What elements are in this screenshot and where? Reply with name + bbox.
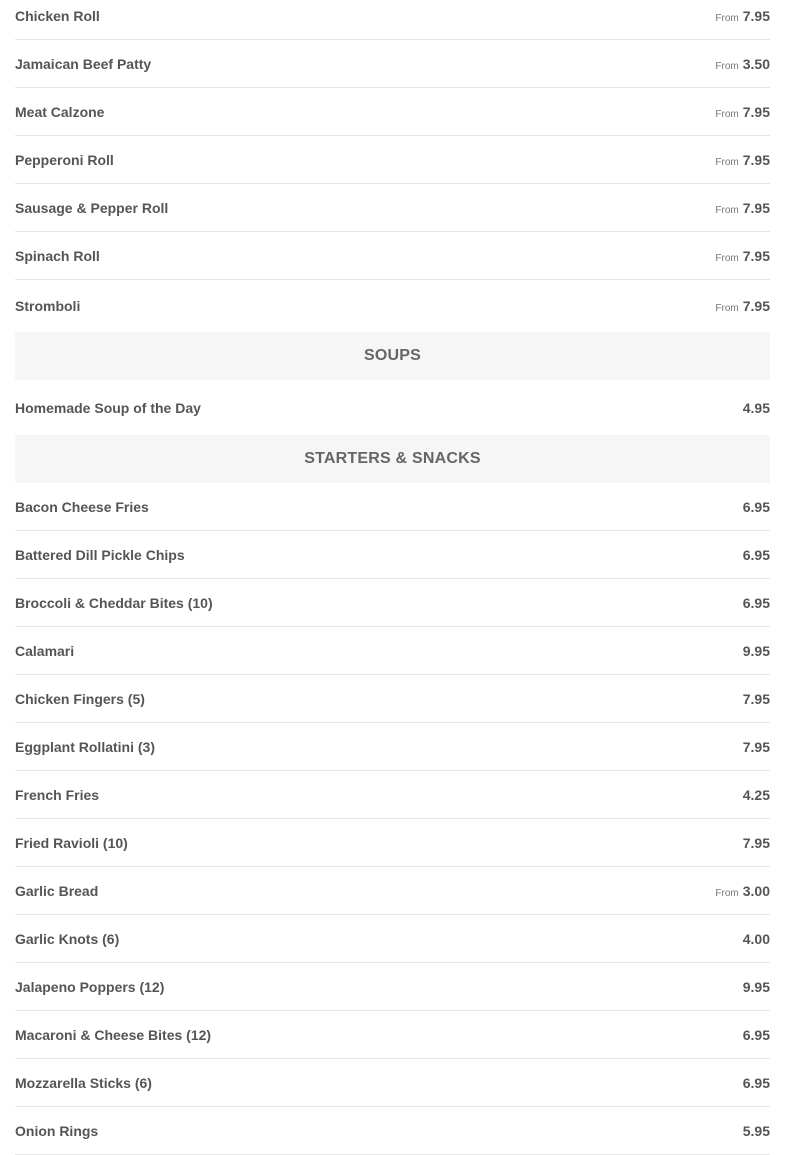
menu-item-name: Jamaican Beef Patty — [15, 55, 152, 72]
menu-item[interactable] — [15, 1011, 770, 1059]
menu-item-price-group — [715, 298, 770, 314]
menu-item-price: 7.95 — [742, 103, 770, 120]
menu-section-rolls — [15, 0, 770, 332]
menu-item-name: Calamari — [15, 642, 75, 659]
menu-item-price: 4.95 — [742, 399, 770, 416]
menu-item-name: Meat Calzone — [15, 103, 105, 120]
menu-item-name: Stromboli — [15, 298, 81, 314]
menu-item-name: Eggplant Rollatini (3) — [15, 738, 155, 755]
menu-item-name: Macaroni & Cheese Bites (12) — [15, 1026, 212, 1043]
menu-item-name: Pepperoni Roll — [15, 151, 114, 168]
menu-item[interactable] — [15, 280, 770, 332]
menu-item-price-group — [743, 691, 770, 707]
menu-item-price: 7.95 — [742, 199, 770, 216]
section-heading: STARTERS & SNACKS — [15, 435, 770, 483]
menu-item-price: 3.50 — [742, 55, 770, 72]
menu-item-price-group — [715, 8, 770, 24]
menu-item[interactable] — [15, 915, 770, 963]
menu-item[interactable] — [15, 232, 770, 280]
menu-item-price-group — [743, 499, 770, 515]
menu-item-name: Mozzarella Sticks (6) — [15, 1074, 152, 1091]
price-from-label: From — [715, 303, 739, 314]
menu-item-price: 5.95 — [742, 1122, 770, 1139]
menu-item[interactable] — [15, 483, 770, 531]
menu-item-price-group — [743, 979, 770, 995]
menu-item-price: 6.95 — [742, 546, 770, 563]
menu-item-price: 6.95 — [742, 1074, 770, 1091]
menu-item[interactable] — [15, 380, 770, 435]
menu-item-price-group — [743, 835, 770, 851]
menu-item-price-group — [743, 1123, 770, 1139]
price-from-label: From — [715, 204, 739, 216]
price-from-label: From — [715, 60, 739, 72]
menu-item-name: French Fries — [15, 786, 100, 803]
price-from-label: From — [715, 108, 739, 120]
menu-item[interactable] — [15, 627, 770, 675]
menu-list — [15, 0, 770, 1155]
menu-item-price: 7.95 — [742, 834, 770, 851]
menu-item[interactable] — [15, 675, 770, 723]
menu-item[interactable] — [15, 531, 770, 579]
menu-section-starters — [15, 435, 770, 1155]
menu-item-price: 6.95 — [742, 498, 770, 515]
menu-item-price-group — [743, 1027, 770, 1043]
price-from-label: From — [715, 887, 739, 899]
menu-item-name: Broccoli & Cheddar Bites (10) — [15, 594, 213, 611]
section-heading: SOUPS — [15, 332, 770, 380]
menu-item-price: 4.00 — [742, 930, 770, 947]
menu-item[interactable] — [15, 1107, 770, 1155]
menu-item-price: 6.95 — [742, 594, 770, 611]
menu-item-name: Fried Ravioli (10) — [15, 834, 128, 851]
menu-item-price-group — [743, 1075, 770, 1091]
menu-item-name: Garlic Bread — [15, 882, 99, 899]
menu-item-name: Garlic Knots (6) — [15, 930, 120, 947]
price-from-label: From — [715, 252, 739, 264]
menu-item-name: Battered Dill Pickle Chips — [15, 546, 185, 563]
menu-item-price-group — [743, 595, 770, 611]
menu-item[interactable] — [15, 184, 770, 232]
menu-item-price-group — [743, 400, 770, 416]
menu-section-soups — [15, 332, 770, 435]
menu-item-name: Bacon Cheese Fries — [15, 498, 149, 515]
menu-item-price: 9.95 — [742, 978, 770, 995]
menu-item[interactable] — [15, 723, 770, 771]
menu-item-name: Sausage & Pepper Roll — [15, 199, 169, 216]
menu-item-price-group — [743, 931, 770, 947]
menu-item-price: 7.95 — [742, 7, 770, 24]
menu-item[interactable] — [15, 0, 770, 40]
menu-item-price: 7.95 — [742, 247, 770, 264]
menu-item-price-group — [715, 248, 770, 264]
menu-item-name: Homemade Soup of the Day — [15, 399, 201, 416]
menu-item-price: 4.25 — [742, 786, 770, 803]
menu-item[interactable] — [15, 40, 770, 88]
menu-item-price: 3.00 — [742, 882, 770, 899]
menu-item-name: Onion Rings — [15, 1122, 99, 1139]
menu-item-price-group — [715, 56, 770, 72]
menu-item[interactable] — [15, 771, 770, 819]
menu-item[interactable] — [15, 819, 770, 867]
menu-item-name: Chicken Roll — [15, 7, 100, 24]
menu-item[interactable] — [15, 1059, 770, 1107]
menu-item-name: Jalapeno Poppers (12) — [15, 978, 165, 995]
menu-item-price-group — [743, 787, 770, 803]
menu-item-price-group — [715, 104, 770, 120]
menu-item-price-group — [715, 152, 770, 168]
menu-item-price: 6.95 — [742, 1026, 770, 1043]
menu-item[interactable] — [15, 136, 770, 184]
menu-item[interactable] — [15, 963, 770, 1011]
menu-item-price-group — [715, 883, 770, 899]
menu-item[interactable] — [15, 88, 770, 136]
price-from-label: From — [715, 156, 739, 168]
menu-item-price: 7.95 — [742, 298, 770, 314]
menu-item-price: 7.95 — [742, 151, 770, 168]
menu-item[interactable] — [15, 867, 770, 915]
menu-item[interactable] — [15, 579, 770, 627]
menu-item-name: Spinach Roll — [15, 247, 100, 264]
menu-item-price: 7.95 — [742, 738, 770, 755]
menu-item-price-group — [743, 547, 770, 563]
menu-item-price-group — [743, 643, 770, 659]
menu-item-price: 9.95 — [742, 642, 770, 659]
menu-item-name: Chicken Fingers (5) — [15, 690, 145, 707]
menu-item-price-group — [715, 200, 770, 216]
price-from-label: From — [715, 12, 739, 24]
menu-item-price: 7.95 — [742, 690, 770, 707]
menu-item-price-group — [743, 739, 770, 755]
